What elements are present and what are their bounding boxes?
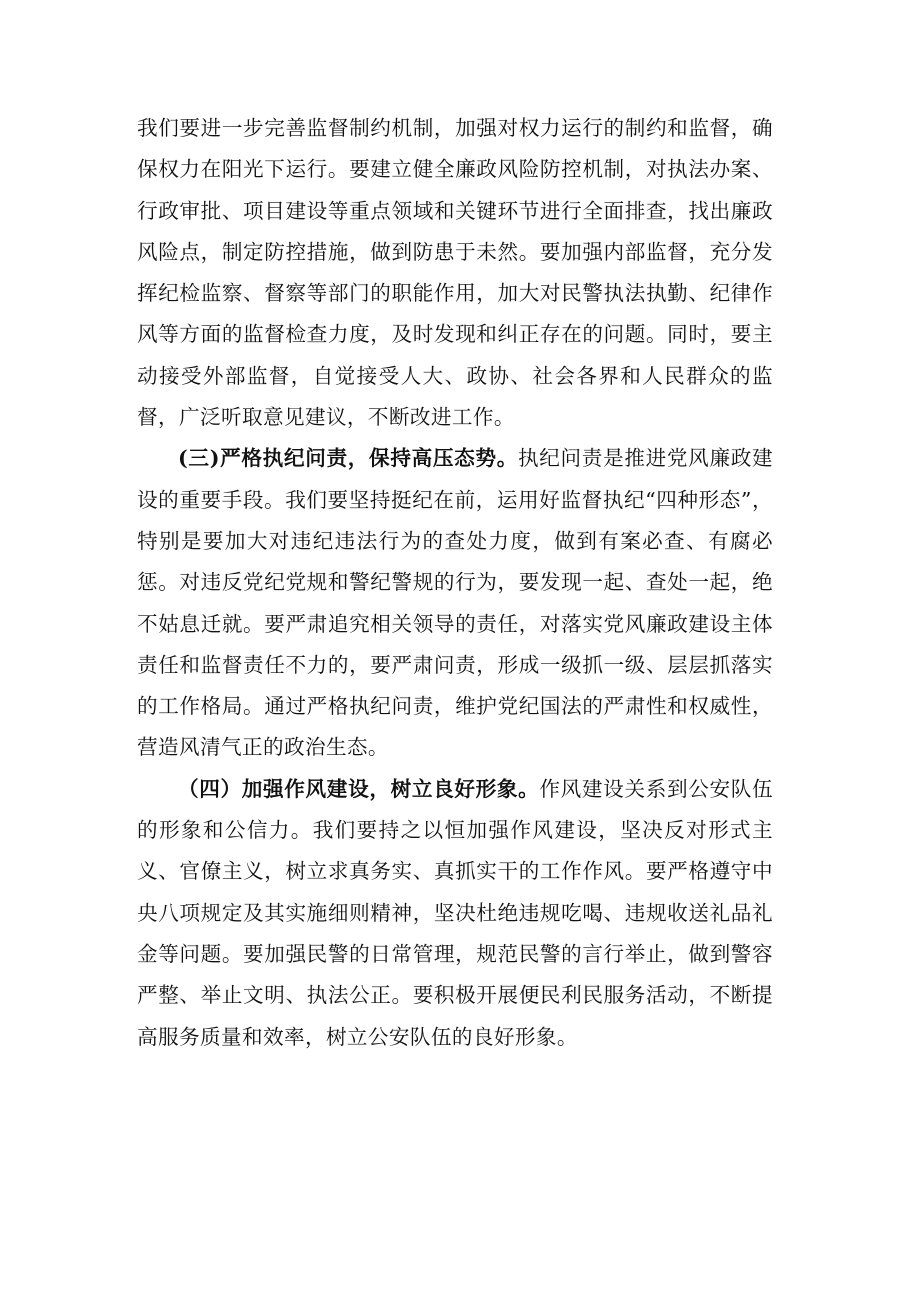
- paragraph-3: [137, 769, 773, 1058]
- paragraph-2-heading: (三)严格执纪问责，保持高压态势。: [178, 446, 518, 471]
- paragraph-2-body: 执纪问责是推进党风廉政建设的重要手段。我们要坚持挺纪在前，运用好监督执纪“四种形态”，特别是要加大对违纪违法行为的查处力度，做到有案必查、有腐必惩。对违反党纪党规和警纪警规的行为，要发现一起、查处一起，绝不姑息迁就。要严肃追究相关领导的责任，对落实党风廉政建设主体责任和监督责任不力的，要严肃问责，形成一级抓一级、层层抓落实的工作格局。通过严格执纪问责，维护党纪国法的严肃性和权威性，营造风清气正的政治生态。: [137, 446, 773, 760]
- paragraph-1-body: 我们要进一步完善监督制约机制，加强对权力运行的制约和监督，确保权力在阳光下运行。要建立健全廉政风险防控机制，对执法办案、行政审批、项目建设等重点领域和关键环节进行全面排查，找出廉政风险点，制定防控措施，做到防患于未然。要加强内部监督，充分发挥纪检监察、督察等部门的职能作用，加大对民警执法执勤、纪律作风等方面的监督检查力度，及时发现和纠正存在的问题。同时，要主动接受外部监督，自觉接受人大、政协、社会各界和人民群众的监督，广泛听取意见建议，不断改进工作。: [137, 116, 773, 430]
- paragraph-1: [137, 108, 773, 438]
- paragraph-3-heading: （四）加强作风建设，树立良好形象。: [178, 776, 540, 801]
- paragraph-2: [137, 438, 773, 768]
- document-body: [137, 108, 773, 1058]
- paragraph-3-body: 作风建设关系到公安队伍的形象和公信力。我们要持之以恒加强作风建设，坚决反对形式主义、官僚主义，树立求真务实、真抓实干的工作作风。要严格遵守中央八项规定及其实施细则精神，坚决杜绝违规吃喝、违规收送礼品礼金等问题。要加强民警的日常管理，规范民警的言行举止，做到警容严整、举止文明、执法公正。要积极开展便民利民服务活动，不断提高服务质量和效率，树立公安队伍的良好形象。: [137, 776, 773, 1049]
